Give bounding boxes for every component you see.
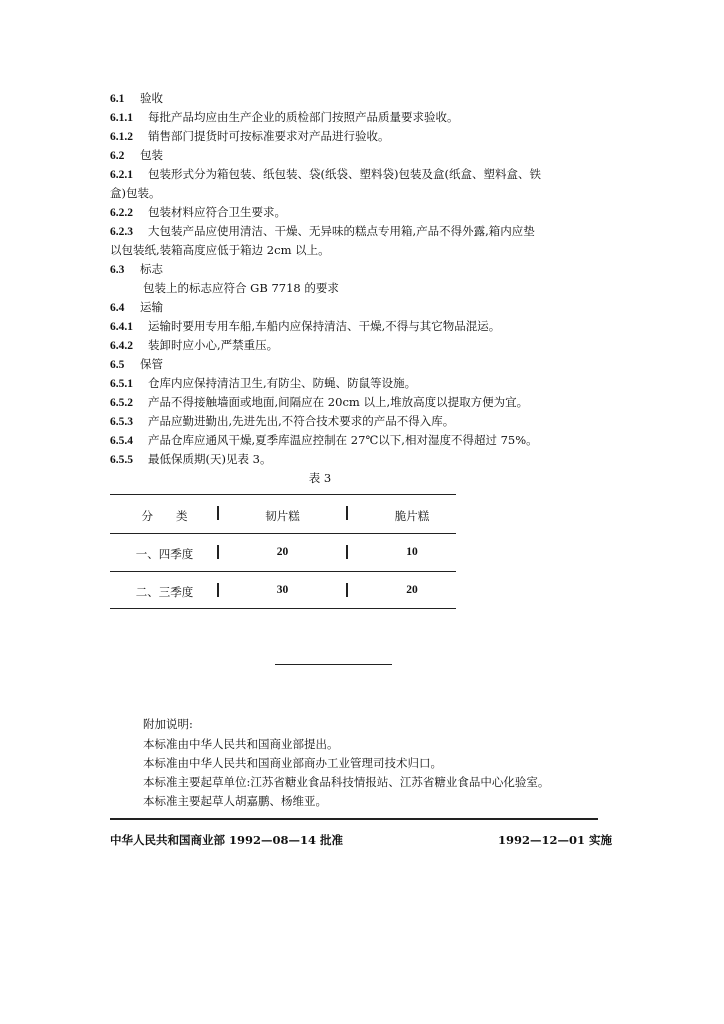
section-number: 6.5.5 bbox=[110, 454, 133, 466]
section-line bbox=[110, 300, 163, 315]
section-number: 6.1.1 bbox=[110, 112, 133, 124]
table-row-rule bbox=[110, 533, 456, 534]
section-line bbox=[110, 376, 416, 391]
section-number: 6.2.2 bbox=[110, 207, 133, 219]
table-cell-value: 20 bbox=[276, 546, 289, 558]
notes-line: 本标准由中华人民共和国商业部提出。 bbox=[143, 737, 339, 751]
section-line bbox=[110, 167, 541, 182]
section-text: 运输 bbox=[140, 300, 163, 314]
section-text: 验收 bbox=[140, 91, 163, 105]
section-number: 6.4 bbox=[110, 302, 125, 314]
section-text: 大包装产品应使用清洁、干燥、无异味的糕点专用箱,产品不得外露,箱内应垫 bbox=[148, 224, 535, 238]
table-header-category: 分 类 bbox=[141, 509, 188, 523]
section-line bbox=[110, 262, 163, 277]
section-line bbox=[110, 452, 271, 467]
section-text: 包装 bbox=[140, 148, 163, 162]
section-number: 6.4.2 bbox=[110, 340, 133, 352]
section-text: 标志 bbox=[140, 262, 163, 276]
section-text: 运输时要用专用车船,车船内应保持清洁、干燥,不得与其它物品混运。 bbox=[148, 319, 501, 333]
table-cell-season: 二、三季度 bbox=[135, 585, 194, 599]
implementation-date: 1992—12—01 实施 bbox=[498, 833, 613, 847]
section-line bbox=[110, 319, 500, 334]
section-number: 6.2.3 bbox=[110, 226, 133, 238]
section-text: 包装形式分为箱包装、纸包装、袋(纸袋、塑料袋)包装及盒(纸盒、塑料盒、铁 bbox=[148, 167, 541, 181]
section-number: 6.5.1 bbox=[110, 378, 133, 390]
notes-title: 附加说明: bbox=[143, 717, 193, 731]
section-text: 包装上的标志应符合 GB 7718 的要求 bbox=[143, 281, 339, 295]
section-number: 6.2 bbox=[110, 150, 125, 162]
section-line bbox=[110, 338, 278, 353]
table-bottom-rule bbox=[110, 608, 456, 609]
section-number: 6.5.3 bbox=[110, 416, 133, 428]
table-cell-value: 30 bbox=[276, 584, 289, 596]
section-text: 保管 bbox=[140, 357, 163, 371]
table-cell-season: 一、四季度 bbox=[135, 547, 194, 561]
section-text: 销售部门提货时可按标准要求对产品进行验收。 bbox=[148, 129, 390, 143]
section-line bbox=[110, 433, 538, 448]
section-line-continued bbox=[110, 186, 161, 200]
table-caption: 表 3 bbox=[308, 471, 332, 485]
section-line bbox=[110, 395, 528, 410]
notes-line: 本标准由中华人民共和国商业部商办工业管理司技术归口。 bbox=[143, 756, 442, 770]
table-cell-value: 20 bbox=[406, 584, 418, 596]
section-line bbox=[110, 129, 390, 144]
section-line bbox=[110, 91, 163, 106]
section-number: 6.3 bbox=[110, 264, 125, 276]
table-cell-value: 10 bbox=[406, 546, 418, 558]
section-text: 产品应勤进勤出,先进先出,不符合技术要求的产品不得入库。 bbox=[148, 414, 455, 428]
section-number: 6.2.1 bbox=[110, 169, 133, 181]
section-text: 盒)包装。 bbox=[110, 186, 161, 200]
footer-rule bbox=[110, 818, 598, 820]
section-text: 仓库内应保持清洁卫生,有防尘、防蝇、防鼠等设施。 bbox=[148, 376, 417, 390]
section-line bbox=[110, 148, 163, 163]
section-line-continued bbox=[110, 243, 330, 257]
section-text: 装卸时应小心,严禁重压。 bbox=[148, 338, 279, 352]
section-text: 产品不得接触墙面或地面,间隔应在 20cm 以上,堆放高度以提取方便为宜。 bbox=[148, 395, 529, 409]
section-number: 6.1.2 bbox=[110, 131, 133, 143]
section-text: 产品仓库应通风干燥,夏季库温应控制在 27℃以下,相对湿度不得超过 75%。 bbox=[148, 433, 538, 447]
section-line bbox=[110, 414, 454, 429]
section-number: 6.5 bbox=[110, 359, 125, 371]
section-number: 6.5.2 bbox=[110, 397, 133, 409]
section-line bbox=[110, 224, 535, 239]
notes-line: 本标准主要起草人胡嘉鹏、杨维亚。 bbox=[143, 794, 327, 808]
end-of-standard-rule bbox=[275, 664, 392, 665]
section-number: 6.4.1 bbox=[110, 321, 133, 333]
section-text: 每批产品均应由生产企业的质检部门按照产品质量要求验收。 bbox=[148, 110, 459, 124]
section-line bbox=[110, 357, 163, 372]
table-header-soft-cake: 韧片糕 bbox=[265, 509, 300, 523]
section-number: 6.1 bbox=[110, 93, 125, 105]
table-row-rule bbox=[110, 571, 456, 572]
approval-date: 中华人民共和国商业部 1992—08—14 批准 bbox=[110, 833, 344, 847]
table-top-rule bbox=[110, 494, 456, 495]
section-text: 包装材料应符合卫生要求。 bbox=[148, 205, 286, 219]
section-text: 最低保质期(天)见表 3。 bbox=[148, 452, 272, 466]
section-line bbox=[110, 110, 459, 125]
section-line bbox=[110, 205, 286, 220]
section-number: 6.5.4 bbox=[110, 435, 133, 447]
section-text: 以包装纸,装箱高度应低于箱边 2cm 以上。 bbox=[110, 243, 330, 257]
table-header-crisp-cake: 脆片糕 bbox=[394, 509, 430, 523]
section-line-indented bbox=[143, 281, 339, 295]
notes-line: 本标准主要起草单位:江苏省糖业食品科技情报站、江苏省糖业食品中心化验室。 bbox=[143, 775, 550, 789]
